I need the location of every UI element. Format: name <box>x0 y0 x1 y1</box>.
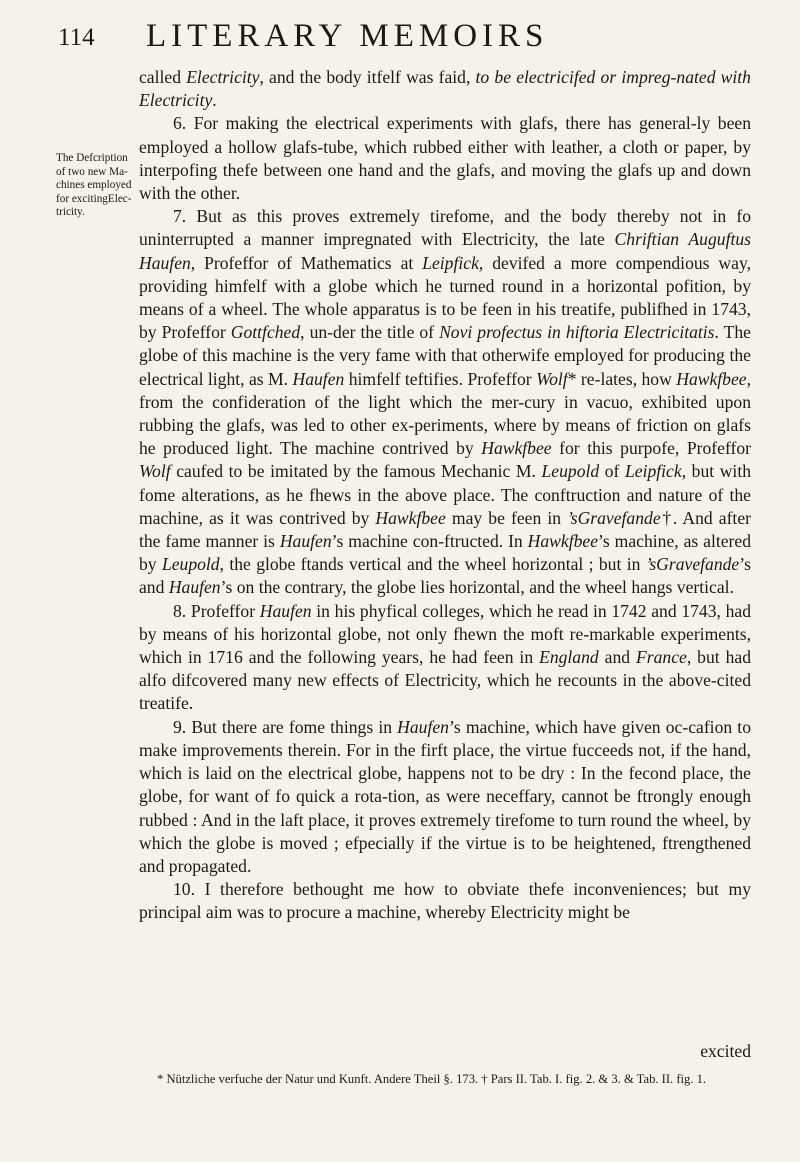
italic-text: Electricity <box>186 67 260 87</box>
text-run: Profeffor <box>190 600 260 621</box>
text-run: ’s and <box>139 554 751 598</box>
text-run: , un-der the title of <box>300 322 440 343</box>
paragraph <box>139 878 751 924</box>
catchword: excited <box>700 1041 751 1061</box>
text-run: ’s on the contrary, the globe lies horizontal, and the wheel hangs vertical. <box>220 577 734 598</box>
paragraph-number: 7. <box>173 206 197 227</box>
italic-text: Hawkfbee <box>527 531 599 552</box>
text-run: himfelf teftifies. Profeffor <box>344 368 537 389</box>
paragraph-number: 8. <box>173 600 191 621</box>
text-run: , the globe ftands vertical and the wheel horizontal ; but in <box>219 554 646 575</box>
text-run: , but with fome alterations, as he fhews in the above place. The conftruction and nature of the machine, as it was contrived by <box>139 461 752 528</box>
paragraph-number: 9. <box>173 716 192 737</box>
text-run: for this purpofe, Profeffor <box>551 438 751 459</box>
italic-text: Haufen <box>168 577 221 598</box>
text-run: in his phyfical colleges, which he read in 1742 and 1743, had by means of his horizontal globe, not only fhewn the moft re-markable experiments, which in 1716 and the following years, he had feen in <box>139 600 752 668</box>
italic-text: Wolf <box>536 368 568 389</box>
paragraph <box>139 716 751 878</box>
paragraph-number: 6. <box>173 113 194 134</box>
text-run: caufed to be imitated by the famous Mechanic M. <box>170 461 542 482</box>
italic-text: ’sGravefande <box>645 554 740 575</box>
text-run: But as this proves extremely tirefome, and the body thereby not in fo uninterrupted a manner impregnated with Electricity, the late <box>139 206 752 250</box>
text-run: * re-lates, how <box>567 368 677 389</box>
paragraph <box>139 205 751 599</box>
text-run: I therefore bethought me how to obviate thefe inconveniences; but my principal aim was to procure a machine, whereby Electricity might be <box>139 879 752 923</box>
italic-text: Chriftian Auguftus Haufen <box>139 229 751 273</box>
text-run: and <box>598 647 636 668</box>
italic-text: Leipfick <box>422 252 479 273</box>
paragraph <box>139 66 751 112</box>
paragraph <box>139 600 751 716</box>
text-run: But there are fome things in <box>191 716 398 737</box>
italic-text: Haufen <box>259 600 312 621</box>
text-run: , devifed a more compendious way, providing himfelf with a globe which he turned round in a horizontal pofition, by means of a wheel. The whole apparatus is to be feen in his treatife, publifhed in 1743, by Profeffor <box>139 252 751 343</box>
italic-text: Leipfick <box>625 461 682 482</box>
text-run: , from the confideration of the light which the mer-cury in vacuo, exhibited upon rubbing the glafs, was led to other ex-periments, where by means of friction on glafs he produced light. The machine contrived by <box>139 368 751 459</box>
body-text <box>139 66 751 925</box>
text-run: ’s machine con-ftructed. In <box>331 531 528 552</box>
text-run: of <box>599 461 625 482</box>
italic-text: Leupold <box>541 461 600 482</box>
text-run: , Profeffor of Mathematics at <box>190 252 423 273</box>
text-run: For making the electrical experiments with glafs, there has general-ly been employed a hollow glafs-tube, which rubbed either with leather, a cloth or paper, by interpofing thefe between one hand and the glafs, and moving the glafs up and down with the other. <box>139 113 752 204</box>
italic-text: ’sGravefande <box>567 507 661 528</box>
italic-text: Haufen <box>397 716 449 737</box>
margin-note: The Defcription of two new Ma-chines employed for excitingElec-tricity. <box>56 152 132 218</box>
italic-text: France <box>636 647 687 668</box>
italic-text: Haufen <box>292 368 345 389</box>
text-run: called <box>139 67 187 87</box>
text-run: †. And after the fame manner is <box>139 507 751 552</box>
text-run: may be feen in <box>445 507 568 528</box>
paragraph <box>139 112 751 205</box>
text-run: . The globe of this machine is the very fame with that otherwife employed for producing the electrical light, as M. <box>139 322 751 389</box>
text-run: ’s machine, which have given oc-cafion to make improvements therein. For in the firft place, the virtue fucceeds not, if the hand, which is laid on the electrical globe, happens not to be dry : In the fecond place, the globe, for want of fo quick a rota-tion, as were neceffary, cannot be ftrongly enough rubbed : And in the laft place, it proves extremely tirefome to turn round the wheel, by which the globe is moved ; efpecially if the virtue is to be heightened, ftrengthened and propagated. <box>139 716 751 876</box>
italic-text: Hawkfbee <box>375 507 446 528</box>
text-run: , but had alfo difcovered many new effects of Electricity, which he recounts in the above-cited treatife. <box>139 647 751 714</box>
italic-text: Hawkfbee <box>676 368 747 389</box>
italic-text: England <box>539 647 599 668</box>
page-header <box>58 14 752 58</box>
italic-text: Hawkfbee <box>481 438 552 459</box>
paragraph-number: 10. <box>173 879 205 900</box>
text-run: , and the body itfelf was faid, <box>259 67 476 87</box>
italic-text: Novi profectus in hiftoria Electricitatis <box>439 322 715 343</box>
running-head: LITERARY MEMOIRS <box>146 18 549 54</box>
italic-text: to be electricifed or impreg-nated with Electricity <box>139 67 751 111</box>
italic-text: Haufen <box>279 531 332 552</box>
italic-text: Wolf <box>139 461 171 482</box>
text-run: ’s machine, as altered by <box>139 531 752 575</box>
page-number: 114 <box>58 24 95 51</box>
footnote: * Nützliche verfuche der Natur und Kunft. Andere Theil §. 173. † Pars II. Tab. I. fig. 2. & 3. & Tab. II. fig. 1. <box>157 1072 707 1086</box>
italic-text: Gottfched <box>230 322 301 343</box>
italic-text: Leupold <box>161 554 220 575</box>
text-run: . <box>212 90 217 111</box>
